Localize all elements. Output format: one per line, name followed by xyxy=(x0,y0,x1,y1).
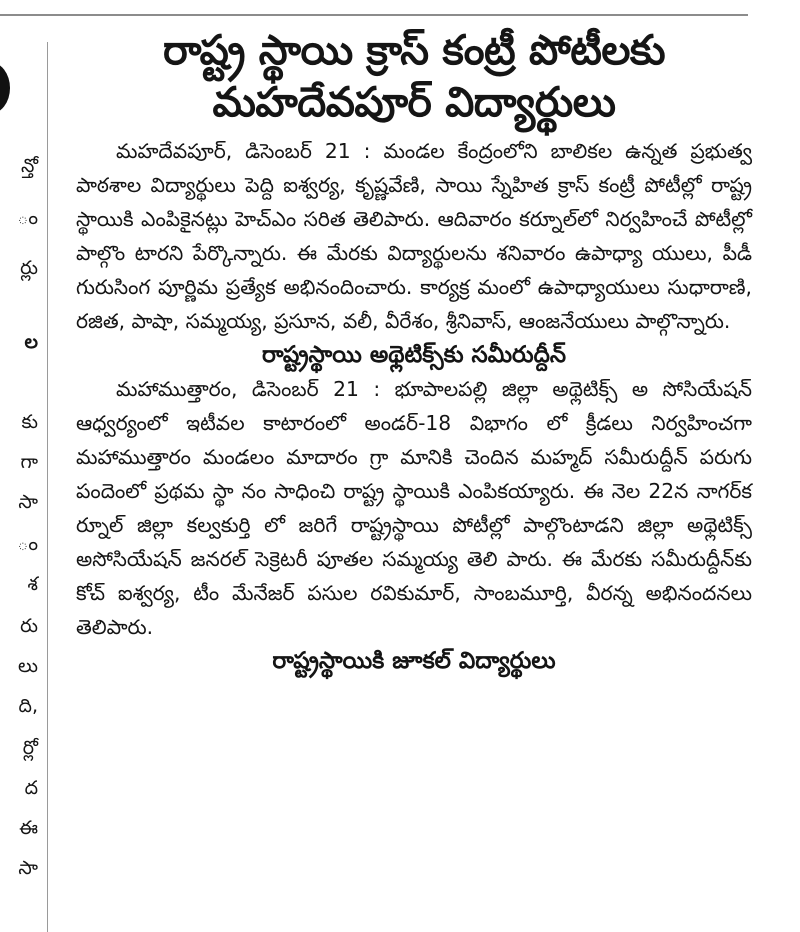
left-text-fragment: ద xyxy=(24,777,38,799)
left-text-fragment: ర్లో xyxy=(22,737,38,759)
headline-line-1: రాష్ట్ర స్థాయి క్రాస్ కంట్రీ పోటీలకు xyxy=(162,26,666,74)
left-text-fragment: సా xyxy=(18,491,38,513)
left-text-fragment: లు xyxy=(17,655,38,677)
left-text-fragment: రు xyxy=(20,615,38,637)
adjacent-column-fragment xyxy=(0,42,42,932)
top-rule xyxy=(0,14,748,16)
left-text-fragment: ం xyxy=(17,207,38,229)
left-text-fragment: సా xyxy=(18,857,38,879)
subheadline-jukal-students: రాష్ట్రస్థాయికి జూకల్ విద్యార్థులు xyxy=(272,648,556,674)
left-text-fragment: కు xyxy=(21,411,38,433)
headline-line-2: మహదేవపూర్ విద్యార్థులు xyxy=(212,78,616,126)
subheadline-athletics: రాష్ట్రస్థాయి అథ్లెటిక్స్‌కు సమీరుద్దీన్ xyxy=(261,342,567,368)
left-text-fragment: గా xyxy=(20,451,38,473)
article-paragraph-1: మహదేవపూర్, డిసెంబర్ 21 : మండల కేంద్రంలోని బాలికల ఉన్నత ప్రభుత్వ పాఠశాల విద్యార్థులు పెద్ది ఐశ్వర్య, కృష్ణవేణి, సాయి స్నేహిత క్రాస్ కంట్రీ పోటీల్లో రాష్ట్ర స్థాయికి ఎంపికైనట్లు హెచ్ఎం సరిత తెలిపారు. ఆదివారం కర్నూల్‌లో నిర్వహించే పోటీల్లో పాల్గొం టారని పేర్కొన్నారు. ఈ మేరకు విద్యార్థులను శనివారం ఉపాధ్యా యులు, పీడీ గురుసింగ పూర్ణిమ ప్రత్యేక అభినందించారు. కార్యక్ర మంలో ఉపాధ్యాయులు సుధారాణి, రజిత, పాషా, సమ్మయ్య, ప్రసూన, వలీ, వీరేశం, శ్రీనివాస్, ఆంజనేయులు పాల్గొన్నారు. xyxy=(76,139,752,333)
bullet-marker-icon xyxy=(0,62,10,114)
column-divider xyxy=(47,42,48,932)
article xyxy=(76,24,752,678)
left-text-fragment: ర్లు xyxy=(20,257,38,279)
left-text-fragment: శ xyxy=(27,573,38,595)
left-text-fragment: ల xyxy=(24,331,38,353)
headline xyxy=(76,24,752,128)
left-text-fragment: ది, xyxy=(18,695,38,717)
article-paragraph-2: మహాముత్తారం, డిసెంబర్ 21 : భూపాలపల్లి జిల్లా అథ్లెటిక్స్ అ సోసియేషన్ ఆధ్వర్యంలో ఇటీవల కాటారంలో అండర్-18 విభాగం లో క్రీడలు నిర్వహించగా మహాముత్తారం మండలం మాదారం గ్రా మానికి చెందిన మహ్మద్ సమీరుద్దీన్ పరుగు పందెంలో ప్రథమ స్థా నం సాధించి రాష్ట్ర స్థాయికి ఎంపికయ్యారు. ఈ నెల 22న నాగర్‌క ర్నూల్ జిల్లా కల్వకుర్తి లో జరిగే రాష్ట్రస్థాయి పోటీల్లో పాల్గొంటాడని జిల్లా అథ్లెటిక్స్ అసోసియేషన్ జనరల్ సెక్రెటరీ పూతల సమ్మయ్య తెలి పారు. ఈ మేరకు సమీరుద్దీన్‌కు కోచ్ ఐశ్వర్య, టీం మేనేజర్ పసుల రవికుమార్, సాంబమూర్తి, వీరన్న అభినందనలు తెలిపారు. xyxy=(76,377,752,639)
left-text-fragment: ం xyxy=(17,533,38,555)
left-text-fragment: న్తో xyxy=(20,155,38,177)
left-text-fragment: ఈ xyxy=(19,817,38,839)
